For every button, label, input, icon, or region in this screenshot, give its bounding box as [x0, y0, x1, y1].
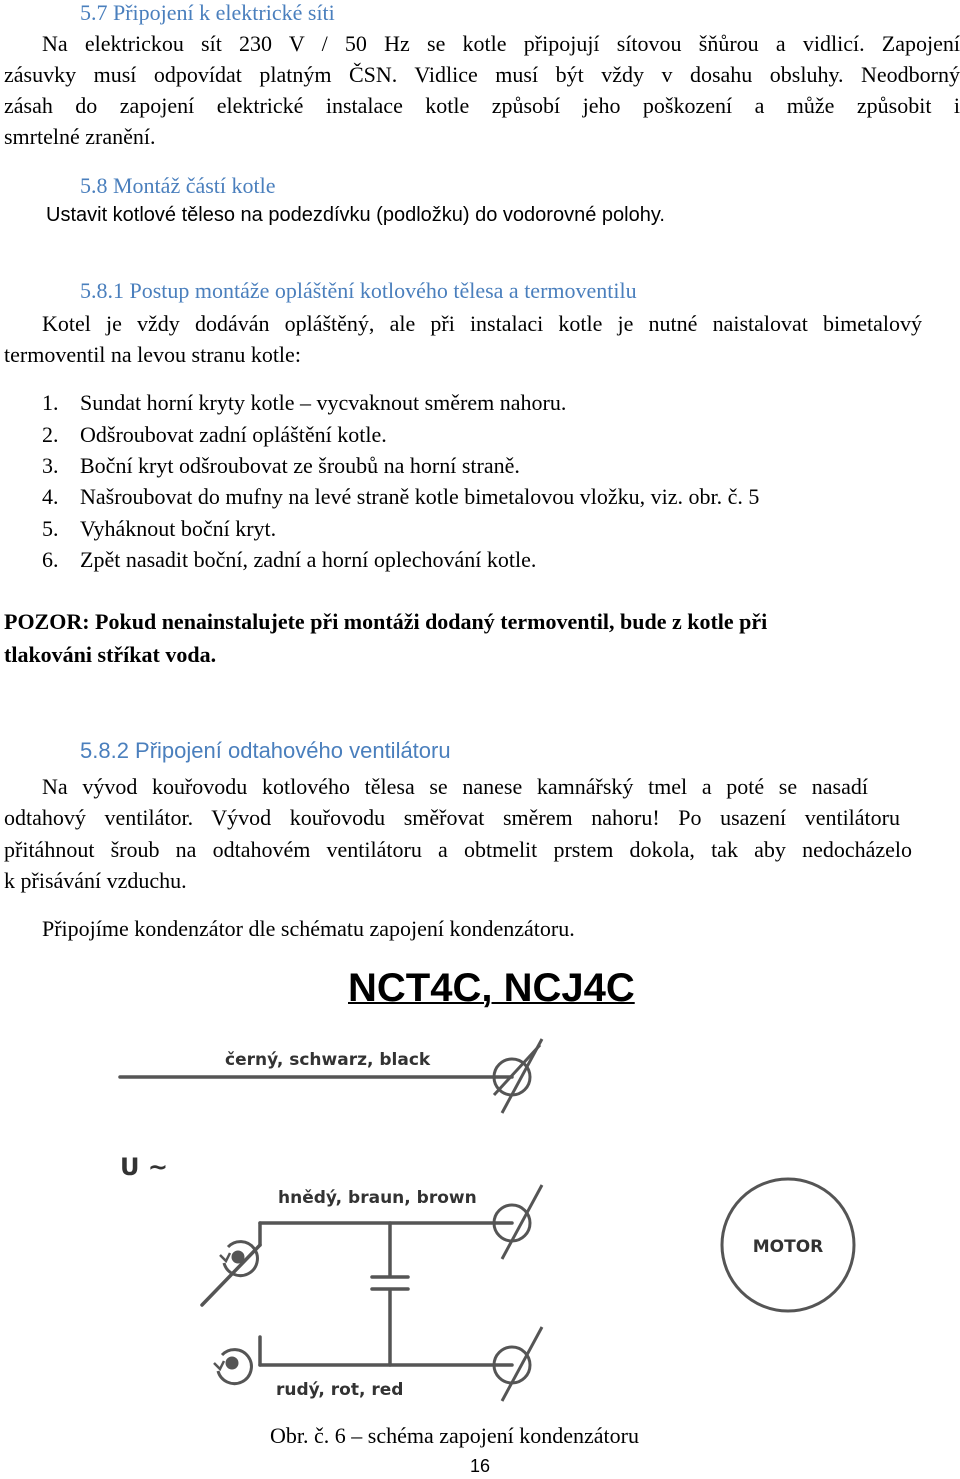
red-wire-label: rudý, rot, red [276, 1380, 404, 1400]
step-item: 1. Sundat horní kryty kotle – vycvaknout směrem nahoru. [42, 390, 567, 415]
switch-blade [202, 1245, 260, 1305]
page-number: 16 [470, 1456, 491, 1476]
section-5-8-2-heading: 5.8.2 Připojení odtahového ventilátoru [80, 738, 451, 763]
paragraph-line: Kotel je vždy dodáván opláštěný, ale při instalaci kotle je nutné naistalovat bimetalový [42, 311, 922, 336]
section-5-7-heading: 5.7 Připojení k elektrické síti [80, 0, 335, 25]
warning-line: POZOR: Pokud nenainstalujete při montáži dodaný termoventil, bude z kotle při [4, 609, 768, 634]
paragraph-line: k přisávání vzduchu. [4, 868, 187, 893]
paragraph-line: Na elektrickou sít 230 V / 50 Hz se kotle připojují sítovou šňůrou a vidlicí. Zapojení [42, 31, 960, 56]
step-item: 2. Odšroubovat zadní opláštění kotle. [42, 422, 387, 447]
step-item: 6. Zpět nasadit boční, zadní a horní oplechování kotle. [42, 547, 537, 572]
paragraph-line: termoventil na levou stranu kotle: [4, 342, 301, 367]
motor-label: MOTOR [752, 1237, 824, 1257]
capacitor-note: Připojíme kondenzátor dle schématu zapojení kondenzátoru. [42, 916, 575, 941]
section-5-8-heading: 5.8 Montáž částí kotle [80, 173, 276, 198]
black-wire-label: černý, schwarz, black [225, 1050, 431, 1070]
rotation-icon [214, 1350, 251, 1384]
paragraph-line: přitáhnout šroub na odtahovém ventilátoru a obtmelit prstem dokola, tak aby nedocházelo [4, 837, 912, 862]
paragraph-line: odtahový ventilátor. Vývod kouřovodu směřovat směrem nahoru! Po usazení ventilátoru [4, 805, 900, 830]
rotation-icon [220, 1242, 257, 1276]
step-item: 5. Vyháknout boční kryt. [42, 516, 277, 541]
warning-line: tlakováni stříkat voda. [4, 642, 217, 667]
brown-wire-label: hnědý, braun, brown [278, 1188, 477, 1208]
step-item: 3. Boční kryt odšroubovat ze šroubů na horní straně. [42, 453, 520, 478]
paragraph-line: zásah do zapojení elektrické instalace kotle způsobí jeho poškození a může způsobit i [4, 93, 960, 118]
voltage-label: U ~ [120, 1153, 168, 1181]
capacitor-wiring-diagram [110, 1035, 860, 1425]
figure-caption: Obr. č. 6 – schéma zapojení kondenzátoru [270, 1423, 639, 1448]
section-5-8-1-heading: 5.8.1 Postup montáže opláštění kotlového tělesa a termoventilu [80, 278, 637, 303]
paragraph-line: smrtelné zranění. [4, 124, 156, 149]
step-item: 4. Našroubovat do mufny na levé straně kotle bimetalovou vložku, viz. obr. č. 5 [42, 484, 760, 509]
paragraph-line: zásuvky musí odpovídat platným ČSN. Vidlice musí být vždy v dosahu obsluhy. Neodborný [4, 62, 960, 87]
diagram-title: NCT4C, NCJ4C [348, 966, 635, 1010]
paragraph-line: Na vývod kouřovodu kotlového tělesa se nanese kamnářský tmel a poté se nasadí [42, 774, 868, 799]
section-5-8-text: Ustavit kotlové těleso na podezdívku (podložku) do vodorovné polohy. [46, 204, 665, 226]
